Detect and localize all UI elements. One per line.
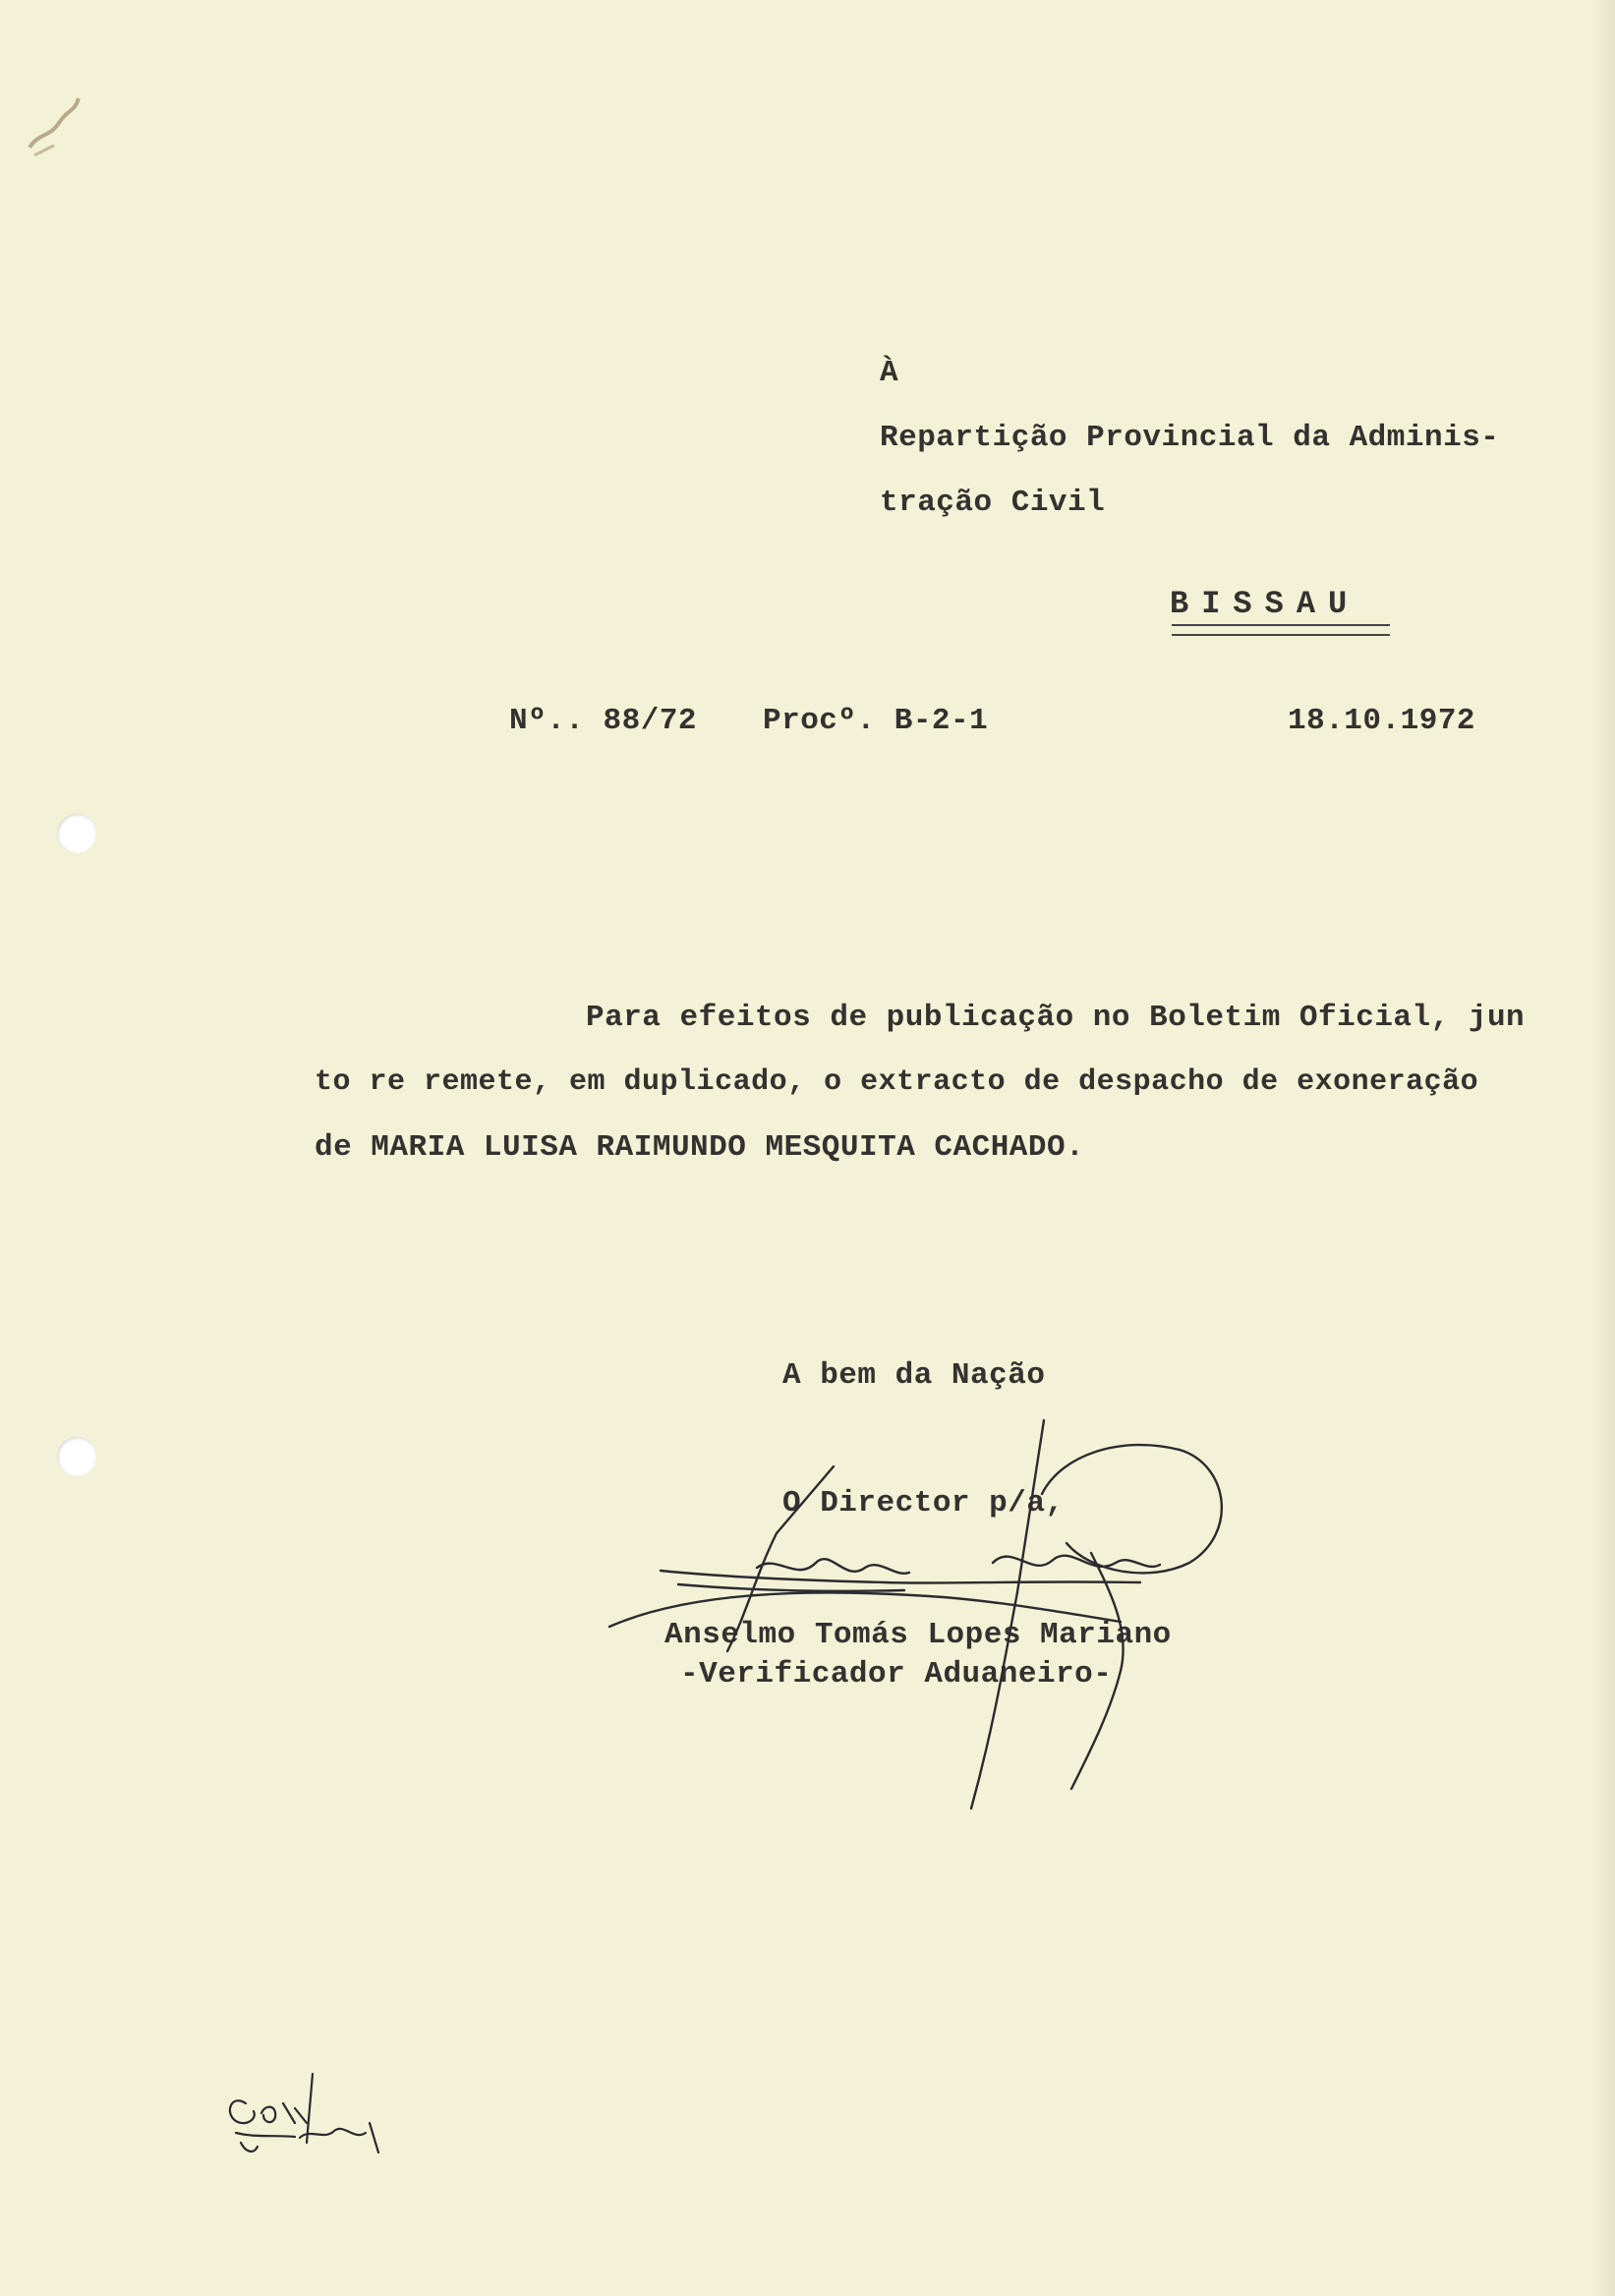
reference-process: Procº. B-2-1 [763,704,989,738]
addressee-department-line2: tração Civil [880,486,1106,520]
reference-number: Nº.. 88/72 [509,704,698,738]
body-line-1: Para efeitos de publicação no Boletim Oficial, jun [586,1001,1526,1035]
addressee-department-line1: Repartição Provincial da Adminis- [880,421,1500,455]
punch-hole-top [57,814,96,853]
city-underline [1172,624,1390,636]
addressee-prefix: À [880,356,899,390]
handwritten-note-bottom-left [230,2074,378,2152]
closing-salutation: A bem da Nação [782,1358,1046,1393]
punch-hole-bottom [57,1437,96,1476]
addressee-city: BISSAU [1170,586,1360,622]
signatory-role: O Director p/a, [782,1486,1065,1521]
body-line-2: to re remete, em duplicado, o extracto de despacho de exoneração [315,1065,1479,1099]
reference-date: 18.10.1972 [1288,704,1476,738]
signatory-name: Anselmo Tomás Lopes Mariano [664,1618,1172,1652]
signatory-title: -Verificador Aduaneiro- [680,1657,1113,1692]
corner-tear-mark [20,79,98,167]
body-line-3: de MARIA LUISA RAIMUNDO MESQUITA CACHADO. [315,1130,1085,1165]
paper-edge-shadow [1593,0,1615,2296]
handwritten-signature [609,1420,1222,1808]
